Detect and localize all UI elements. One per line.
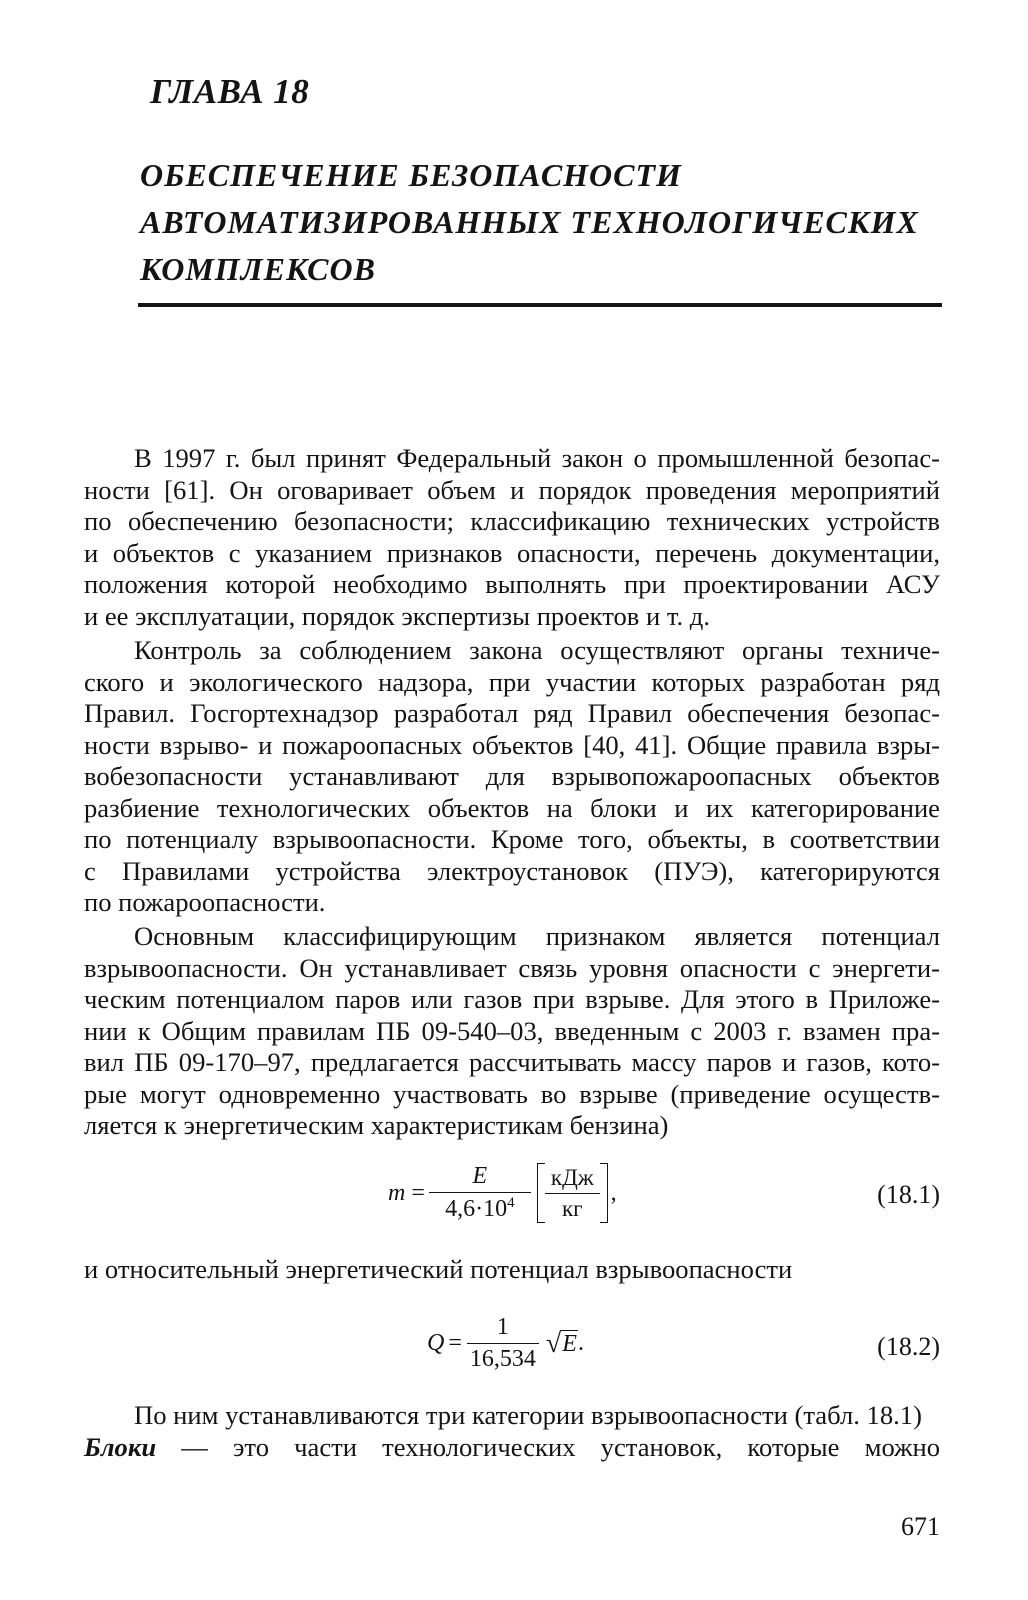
text-line: ского и экологического надзора, при участии которых разработан ряд [84,666,940,697]
text-line: В 1997 г. был принят Федеральный закон о промышленной безопас- [134,443,940,473]
text-line [84,1432,940,1464]
equation-number: (18.1) [877,1180,940,1209]
text-line: вобезопасности устанавливают для взрывопожароопасных объектов [84,761,940,791]
paragraph-federal-law [84,443,940,632]
chapter-title-line: АВТОМАТИЗИРОВАННЫХ ТЕХНОЛОГИЧЕСКИХ [140,204,919,240]
equals-sign: = [448,1330,462,1356]
text-line: ляется к энергетическим характеристикам бензина) [84,1110,669,1140]
text-line: по пожароопасности. [84,887,326,917]
denominator-base: 4,6·10 [445,1196,508,1222]
equation-18-2 [427,1314,584,1373]
left-bracket [537,1163,545,1223]
text-line: ческим потенциалом паров или газов при взрыве. Для этого в Приложе- [84,984,940,1014]
title-divider [138,303,942,307]
equation-lhs: Q [427,1330,445,1356]
text-line: ности взрыво- и пожароопасных объектов [40, 41]. Общие правила взры- [84,729,940,760]
equation-intro-text: и относительный энергетический потенциал взрывоопасности [84,1254,793,1284]
text-line: Основным классифицирующим признаком является потенциал [134,921,940,951]
fraction-denominator: 16,534 [469,1346,536,1372]
square-root [545,1327,578,1359]
text-line: и объектов с указанием признаков опасности, перечень документации, [84,537,940,568]
text-line: положения которой необходимо выполнять при проектировании АСУ [84,569,940,599]
text-line: Контроль за соблюдением закона осуществляют органы техниче- [134,635,940,665]
fraction [429,1163,531,1223]
right-bracket [600,1163,608,1223]
chapter-title [140,152,940,293]
text-line: с Правилами устройства электроустановок (ПУЭ), категорируются [84,855,940,886]
chapter-title-line: ОБЕСПЕЧЕНИЕ БЕЗОПАСНОСТИ [140,157,682,193]
text-line: разбиение технологических объектов на блоки и их категорирование [84,792,940,823]
equals-sign: = [411,1179,425,1206]
text-line: Правил. Госгортехнадзор разработал ряд Правил обеспечения безопас- [84,698,940,728]
text-line: рые могут одновременно участвовать во взрыве (приведение осуществ- [84,1078,940,1109]
unit-numerator: кДж [545,1165,600,1194]
text-line-rest: — это части технологических установок, которые можно [156,1431,940,1462]
text-line: По ним устанавливаются три категории взрывоопасности (табл. 18.1) [134,1400,922,1430]
chapter-label: ГЛАВА 18 [150,72,310,111]
text-line: нии к Общим правилам ПБ 09-540–03, введенным с 2003 г. взамен пра- [84,1015,940,1046]
denominator-exponent: 4 [507,1195,515,1211]
unit-brackets [537,1163,608,1223]
text-line: вил ПБ 09-170–97, предлагается рассчитывать массу паров и газов, кото- [84,1047,940,1077]
unit-fraction [545,1165,600,1222]
equation-18-1 [388,1163,617,1223]
equation-lhs: m [388,1179,406,1206]
fraction-numerator: 1 [467,1314,539,1344]
paragraph-supervision [84,635,940,919]
text-line: по потенциалу взрывоопасности. Кроме того, объекты, в соответствии [84,824,940,854]
text-line: взрывоопасности. Он устанавливает связь уровня опасности с энергети- [84,952,940,983]
fraction-numerator: E [429,1163,531,1193]
text-line: по обеспечению безопасности; классификацию технических устройств [84,506,940,536]
unit-denominator: кг [561,1195,583,1221]
text-line: и ее эксплуатации, порядок экспертизы проектов и т. д. [84,600,710,631]
equation-punctuation: . [577,1330,584,1356]
radicand: E [562,1331,577,1358]
text-line: ности [61]. Он оговаривает объем и порядок проведения мероприятий [84,474,940,505]
equation-number: (18.2) [877,1332,940,1361]
paragraph-categories [84,1400,940,1463]
equation-punctuation: , [610,1179,617,1206]
fraction-denominator [439,1193,521,1223]
radical-sign: √ [545,1327,562,1359]
term-blocks: Блоки [84,1431,157,1462]
chapter-title-line: КОМПЛЕКСОВ [140,251,376,287]
fraction [464,1314,542,1373]
page-number: 671 [901,1512,940,1541]
paragraph-classification [84,921,940,1142]
